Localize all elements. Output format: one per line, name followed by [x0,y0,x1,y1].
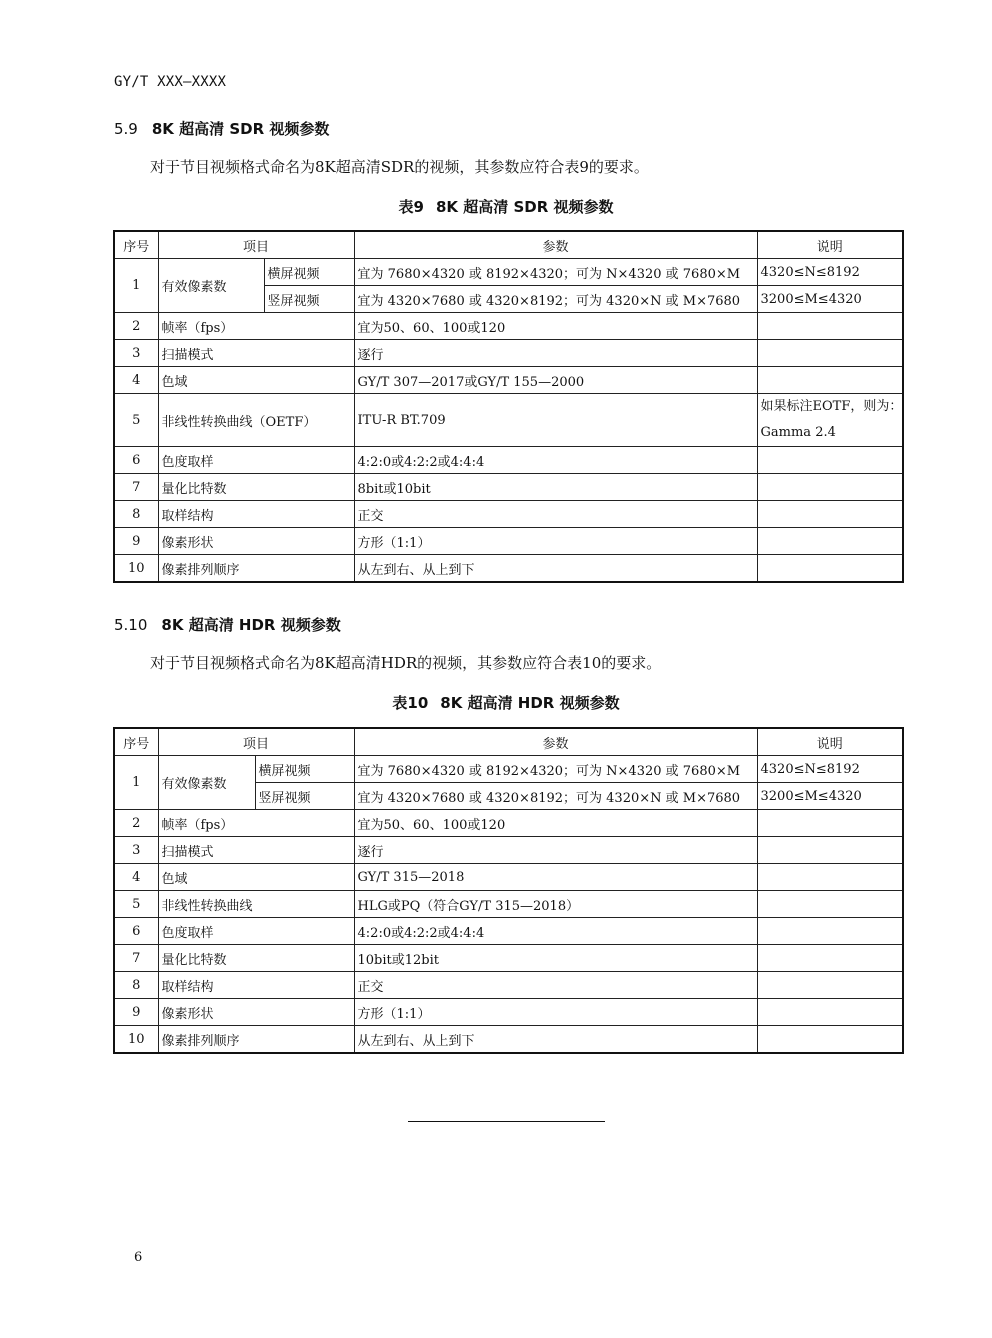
table-row [114,340,903,367]
row-note-line-2: Gamma 2.4 [760,425,836,440]
table-row [114,313,903,340]
row-item: 量化比特数 [158,945,354,972]
row-item: 非线性转换曲线 [158,891,354,918]
section-10-number: 5.10 [114,616,148,634]
table-row [114,367,903,394]
row-param: 从左到右、从上到下 [354,1026,757,1054]
section-9-number: 5.9 [114,120,138,138]
section-10-heading [114,614,341,635]
row-seq: 7 [114,474,158,501]
row-note [757,1026,903,1054]
row-param: 10bit或12bit [354,945,757,972]
row-param: ITU-R BT.709 [354,394,757,447]
table-row [114,394,903,447]
header-seq: 序号 [114,728,158,756]
table-row [114,555,903,583]
row-param: 宜为 4320×7680 或 4320×8192；可为 4320×N 或 M×7680 [354,286,757,313]
table-row [114,474,903,501]
row-param: 正交 [354,501,757,528]
row-note [757,945,903,972]
header-param: 参数 [354,231,757,259]
header-param: 参数 [354,728,757,756]
table-row [114,972,903,999]
row-seq: 10 [114,555,158,583]
row-note [757,891,903,918]
row-seq: 6 [114,918,158,945]
table-row [114,501,903,528]
row-param: GY/T 307—2017或GY/T 155—2000 [354,367,757,394]
row-item: 扫描模式 [158,340,354,367]
row-note [757,474,903,501]
document-id-header: GY/T XXX—XXXX [114,74,227,90]
table-row [114,447,903,474]
row-param: 从左到右、从上到下 [354,555,757,583]
row-note [757,528,903,555]
header-item: 项目 [158,231,354,259]
table-9-caption-number: 表9 [398,198,424,216]
header-note: 说明 [757,728,903,756]
table-row [114,756,903,783]
table-10-caption-title: 8K 超高清 HDR 视频参数 [440,694,620,712]
row-note: 4320≤N≤8192 [757,259,903,286]
row-param: 8bit或10bit [354,474,757,501]
row-note-line-1: 如果标注EOTF，则为： [760,399,903,414]
section-9-paragraph: 对于节目视频格式命名为8K超高清SDR的视频，其参数应符合表9的要求。 [150,158,649,176]
row-seq: 9 [114,528,158,555]
row-item: 扫描模式 [158,837,354,864]
row-seq: 5 [114,891,158,918]
row-note: 3200≤M≤4320 [757,286,903,313]
row-seq: 3 [114,340,158,367]
row-item: 像素排列顺序 [158,1026,354,1054]
row-seq: 9 [114,999,158,1026]
row-param: 方形（1:1） [354,528,757,555]
table-10-caption-number: 表10 [392,694,429,712]
row-item: 像素排列顺序 [158,555,354,583]
row-subitem: 竖屏视频 [264,286,354,313]
page-number: 6 [134,1250,143,1265]
row-note [757,313,903,340]
row-subitem: 竖屏视频 [255,783,354,810]
row-item: 取样结构 [158,972,354,999]
table-row [114,259,903,286]
row-param: 正交 [354,972,757,999]
row-note [757,837,903,864]
row-seq: 8 [114,972,158,999]
table-9-header-row [114,231,903,259]
table-row [114,891,903,918]
table-row [114,810,903,837]
row-item: 色域 [158,864,354,891]
row-note [757,864,903,891]
row-param: GY/T 315—2018 [354,864,757,891]
row-param: 4:2:0或4:2:2或4:4:4 [354,447,757,474]
table-row [114,864,903,891]
row-note [757,810,903,837]
row-seq: 10 [114,1026,158,1054]
row-item: 取样结构 [158,501,354,528]
row-subitem: 横屏视频 [264,259,354,286]
row-note [757,918,903,945]
row-note [757,972,903,999]
row-param: 逐行 [354,340,757,367]
table-9-caption [0,196,992,217]
row-seq: 2 [114,810,158,837]
row-note: 3200≤M≤4320 [757,783,903,810]
end-of-document-rule [408,1121,605,1122]
row-param: 宜为 4320×7680 或 4320×8192；可为 4320×N 或 M×7680 [354,783,757,810]
row-seq: 8 [114,501,158,528]
table-10-header-row [114,728,903,756]
row-seq: 7 [114,945,158,972]
row-item: 有效像素数 [158,756,255,810]
row-param: 宜为50、60、100或120 [354,313,757,340]
row-param: 宜为 7680×4320 或 8192×4320；可为 N×4320 或 7680×M [354,756,757,783]
row-note [757,555,903,583]
table-row [114,999,903,1026]
row-seq: 4 [114,864,158,891]
section-10-title: 8K 超高清 HDR 视频参数 [161,616,341,634]
header-item: 项目 [158,728,354,756]
row-note [757,447,903,474]
header-seq: 序号 [114,231,158,259]
row-seq: 3 [114,837,158,864]
row-item: 帧率（fps） [158,313,354,340]
section-10-paragraph: 对于节目视频格式命名为8K超高清HDR的视频，其参数应符合表10的要求。 [150,654,662,672]
row-param: 方形（1:1） [354,999,757,1026]
table-row [114,1026,903,1054]
row-param: 宜为 7680×4320 或 8192×4320；可为 N×4320 或 7680×M [354,259,757,286]
row-item: 色度取样 [158,447,354,474]
row-item: 帧率（fps） [158,810,354,837]
row-item: 有效像素数 [158,259,264,313]
row-item: 非线性转换曲线（OETF） [158,394,354,447]
table-10-caption [0,692,992,713]
row-seq: 1 [114,259,158,313]
section-9-heading [114,118,329,139]
row-seq: 4 [114,367,158,394]
row-seq: 5 [114,394,158,447]
table-9 [113,230,904,583]
table-9-caption-title: 8K 超高清 SDR 视频参数 [435,198,614,216]
row-item: 色度取样 [158,918,354,945]
row-note [757,340,903,367]
table-row [114,945,903,972]
row-seq: 6 [114,447,158,474]
row-note [757,999,903,1026]
row-note [757,501,903,528]
row-item: 量化比特数 [158,474,354,501]
row-note: 4320≤N≤8192 [757,756,903,783]
table-row [114,918,903,945]
table-row [114,528,903,555]
row-seq: 1 [114,756,158,810]
row-item: 像素形状 [158,528,354,555]
row-item: 色域 [158,367,354,394]
row-note [757,367,903,394]
row-seq: 2 [114,313,158,340]
row-note [757,394,903,447]
row-param: 逐行 [354,837,757,864]
row-subitem: 横屏视频 [255,756,354,783]
row-param: 4:2:0或4:2:2或4:4:4 [354,918,757,945]
row-param: 宜为50、60、100或120 [354,810,757,837]
row-param: HLG或PQ（符合GY/T 315—2018） [354,891,757,918]
section-9-title: 8K 超高清 SDR 视频参数 [151,120,330,138]
table-10 [113,727,904,1054]
table-row [114,837,903,864]
row-item: 像素形状 [158,999,354,1026]
header-note: 说明 [757,231,903,259]
